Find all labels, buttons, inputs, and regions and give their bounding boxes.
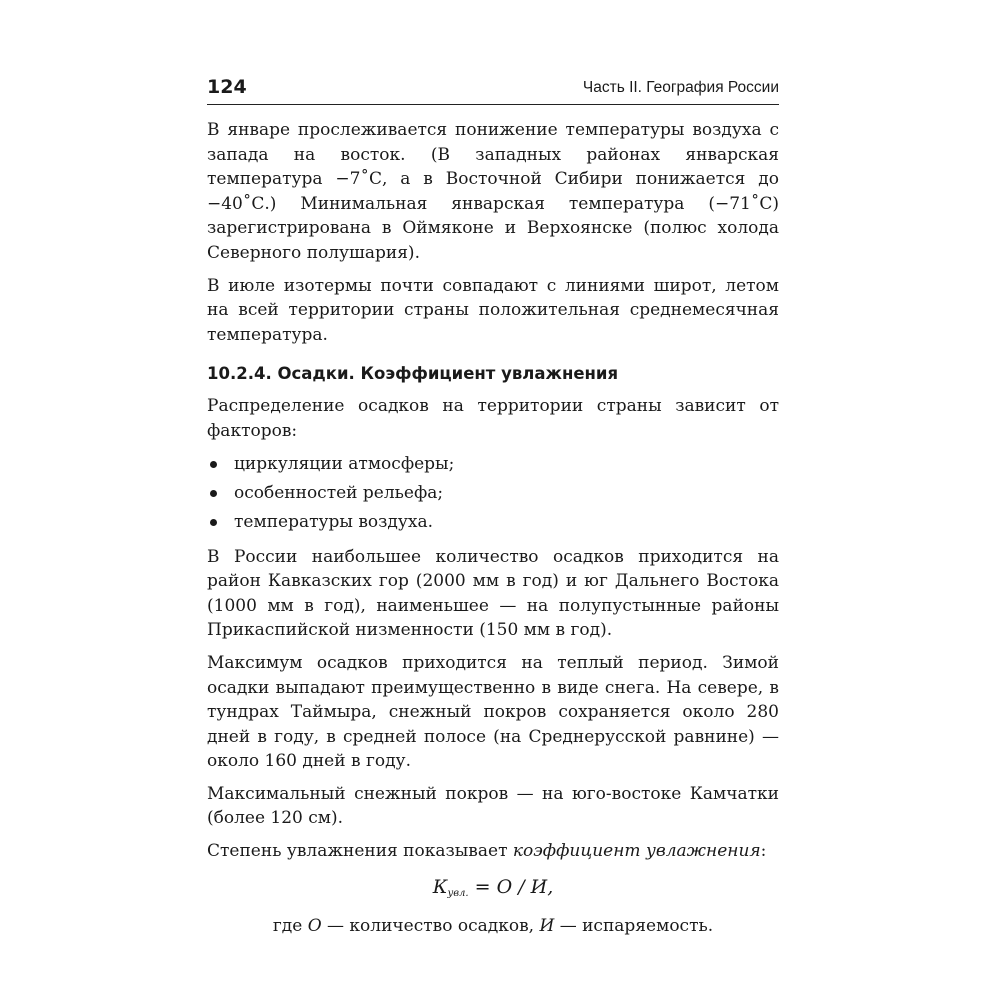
bullet-icon: [210, 461, 217, 468]
formula-legend: [207, 911, 779, 941]
bullet-icon: [210, 519, 217, 526]
legend-o-desc: — количество осадков,: [321, 915, 540, 936]
section-title: 10.2.4. Осадки. Коэффициент увлажнения: [207, 364, 619, 384]
formula-rest: = О / И,: [468, 875, 554, 898]
page-content: [207, 105, 779, 941]
list-item-text: циркуляции атмосферы;: [234, 453, 455, 474]
paragraph-july: В июле изотермы почти совпадают с линиями широт, летом на всей территории страны положительная среднемесячная температура.: [207, 275, 779, 345]
paragraph-snow: Максимум осадков приходится на теплый период. Зимой осадки выпадают преимущественно в виде снега. На севере, в тундрах Таймыра, снежный покров сохраняется около 280 дней в году, в средней полосе (на Среднерусской равнине) — около 160 дней в году.: [207, 652, 779, 772]
list-item: [207, 450, 779, 479]
list-item: [207, 479, 779, 508]
legend-prefix: где: [272, 915, 308, 936]
legend-o: О: [307, 915, 322, 936]
list-item: [207, 508, 779, 537]
humidity-text: Степень увлажнения показывает: [207, 841, 513, 862]
book-page: [207, 70, 779, 941]
page-header: [207, 70, 779, 105]
paragraph-factors-intro: Распределение осадков на территории страны зависит от факторов:: [207, 396, 779, 441]
paragraph-max-snow: Максимальный снежный покров — на юго-востоке Камчатки (более 120 см).: [207, 783, 779, 829]
page-number: 124: [207, 76, 247, 98]
list-item-text: температуры воздуха.: [234, 511, 433, 532]
bullet-icon: [210, 490, 217, 497]
humidity-formula: [207, 872, 779, 909]
legend-i: И: [539, 915, 555, 936]
formula-k: К: [432, 875, 448, 898]
legend-i-desc: — испаряемость.: [554, 915, 714, 936]
paragraph-january: В январе прослеживается понижение температуры воздуха с запада на восток. (В западных районах январская температура −7˚С, а в Восточной Сибири понижается до −40˚С.) Минимальная январская температура (−71˚С) зарегистрирована в Оймяконе и Верхоянске (полюс холода Северного полушария).: [207, 120, 779, 263]
formula-k-subscript: увл.: [447, 887, 469, 899]
paragraph-humidity: [207, 839, 779, 864]
factors-list: [207, 450, 779, 537]
list-item-text: особенностей рельефа;: [234, 482, 444, 503]
running-head: Часть II. География России: [582, 79, 779, 96]
humidity-term: коэффициент увлажнения: [512, 841, 761, 862]
paragraph-precipitation: В России наибольшее количество осадков приходится на район Кавказских гор (2000 мм в год) и юг Дальнего Востока (1000 мм в год), наименьшее — на полупустынные районы Прикаспийской низменности (150 мм в год).: [207, 546, 779, 641]
humidity-end: :: [760, 841, 767, 862]
